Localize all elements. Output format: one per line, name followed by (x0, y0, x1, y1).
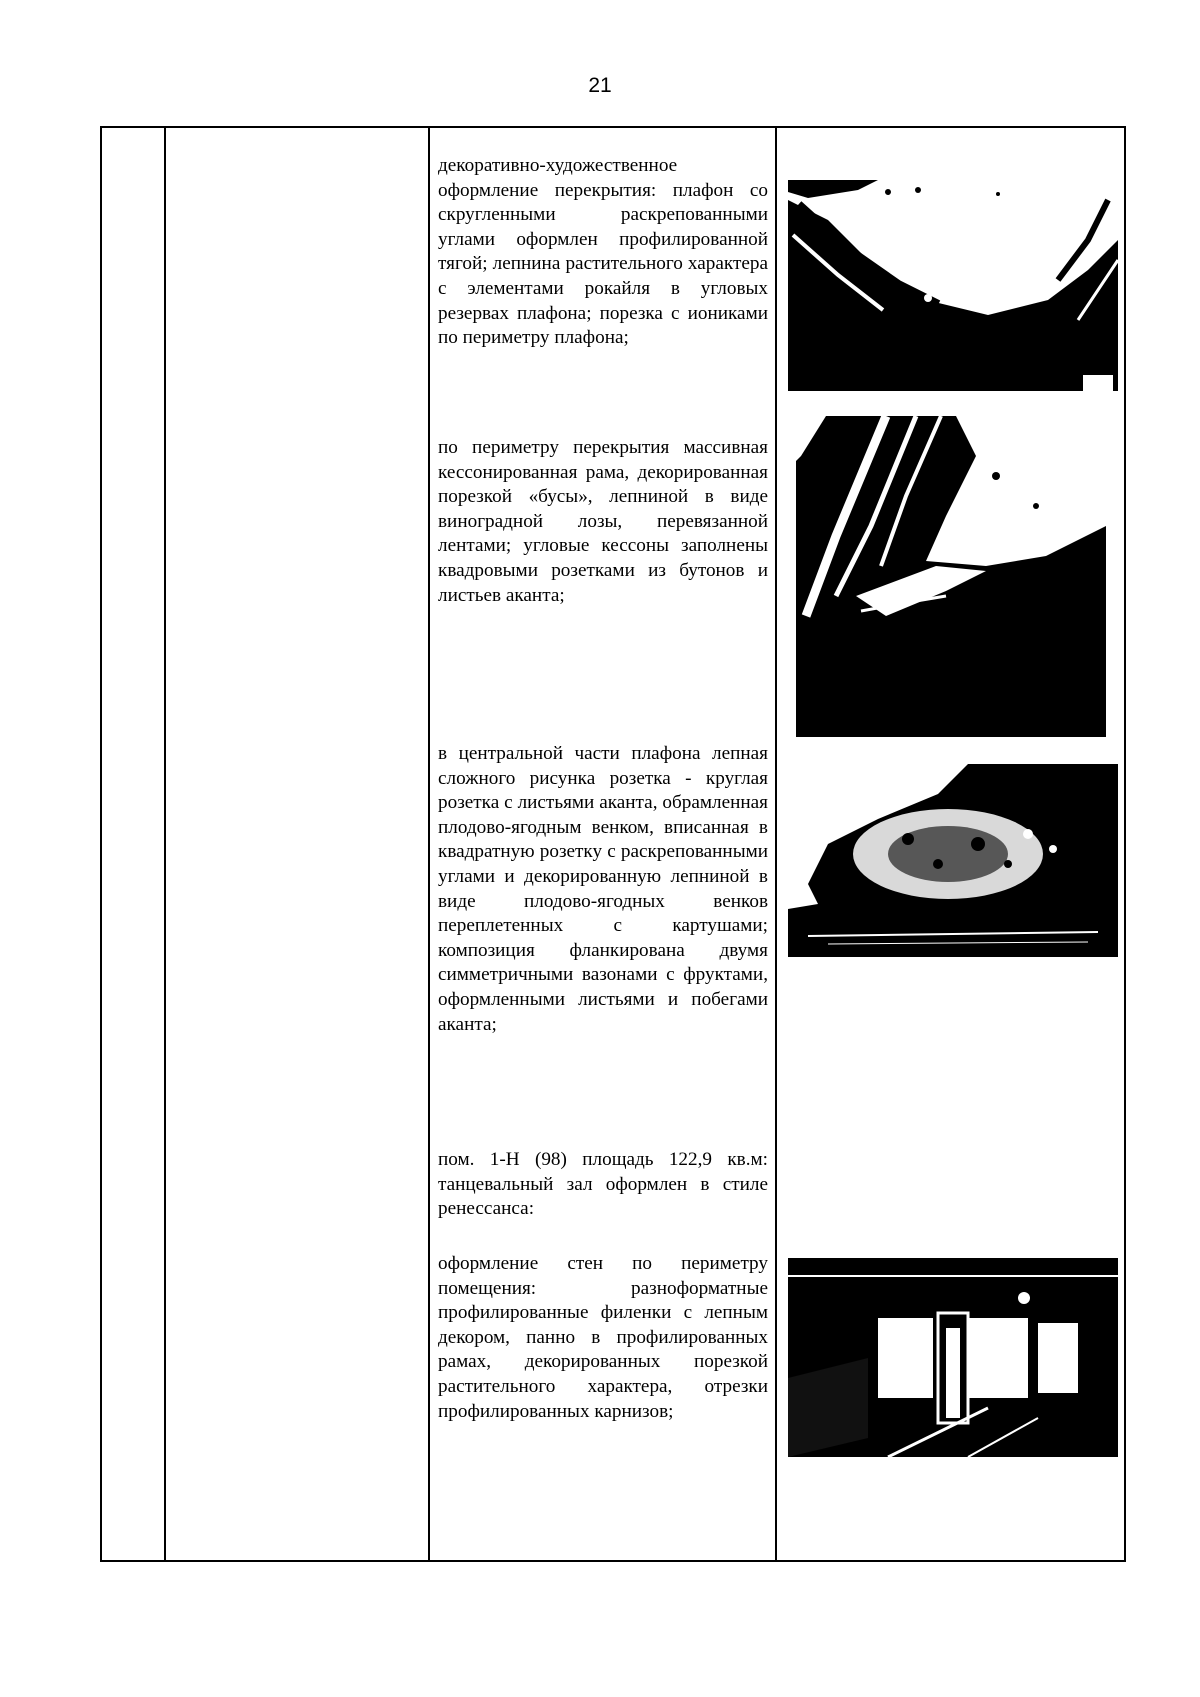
column-divider (775, 128, 777, 1560)
description-paragraph: декоративно-художественное оформление перекрытия: плафон со скругленными раскрепованными углами оформлен профилированной тягой; лепнина растительного характера с элементами рокайля в угловых резервах плафона; порезка с иониками по периметру плафона; (438, 155, 768, 349)
column-divider (428, 128, 430, 1560)
description-paragraph: пом. 1-Н (98) площадь 122,9 кв.м: танцевальный зал оформлен в стиле ренессанса: (438, 1149, 768, 1220)
central-rosette-photo (788, 764, 1118, 957)
page-number: 21 (588, 74, 612, 97)
coffered-frame-photo (796, 416, 1106, 737)
description-paragraph: оформление стен по периметру помещения: разноформатные профилированные филенки с лепным декором, панно в профилированных рамах, декорированных порезкой растительного характера, отрезки профилированных карнизов; (438, 1253, 768, 1422)
description-table (100, 126, 1126, 1562)
description-paragraph: по периметру перекрытия массивная кессонированная рама, декорированная порезкой «бусы», лепниной в виде виноградной лозы, перевязанной лентами; угловые кессоны заполнены квадровыми розетками из бутонов и листьев аканта; (438, 437, 768, 606)
dance-hall-photo (788, 1258, 1118, 1457)
ceiling-plafond-photo (788, 180, 1118, 391)
description-paragraph: в центральной части плафона лепная сложного рисунка розетка - круглая розетка с листьями аканта, обрамленная плодово-ягодным венком, вписанная в квадратную розетку с раскрепованными углами и декорированную лепниной в виде плодово-ягодных венков переплетенных с картушами; композиция фланкирована двумя симметричными вазонами с фруктами, оформленными листьями и побегами аканта; (438, 743, 768, 1035)
column-divider (164, 128, 166, 1560)
